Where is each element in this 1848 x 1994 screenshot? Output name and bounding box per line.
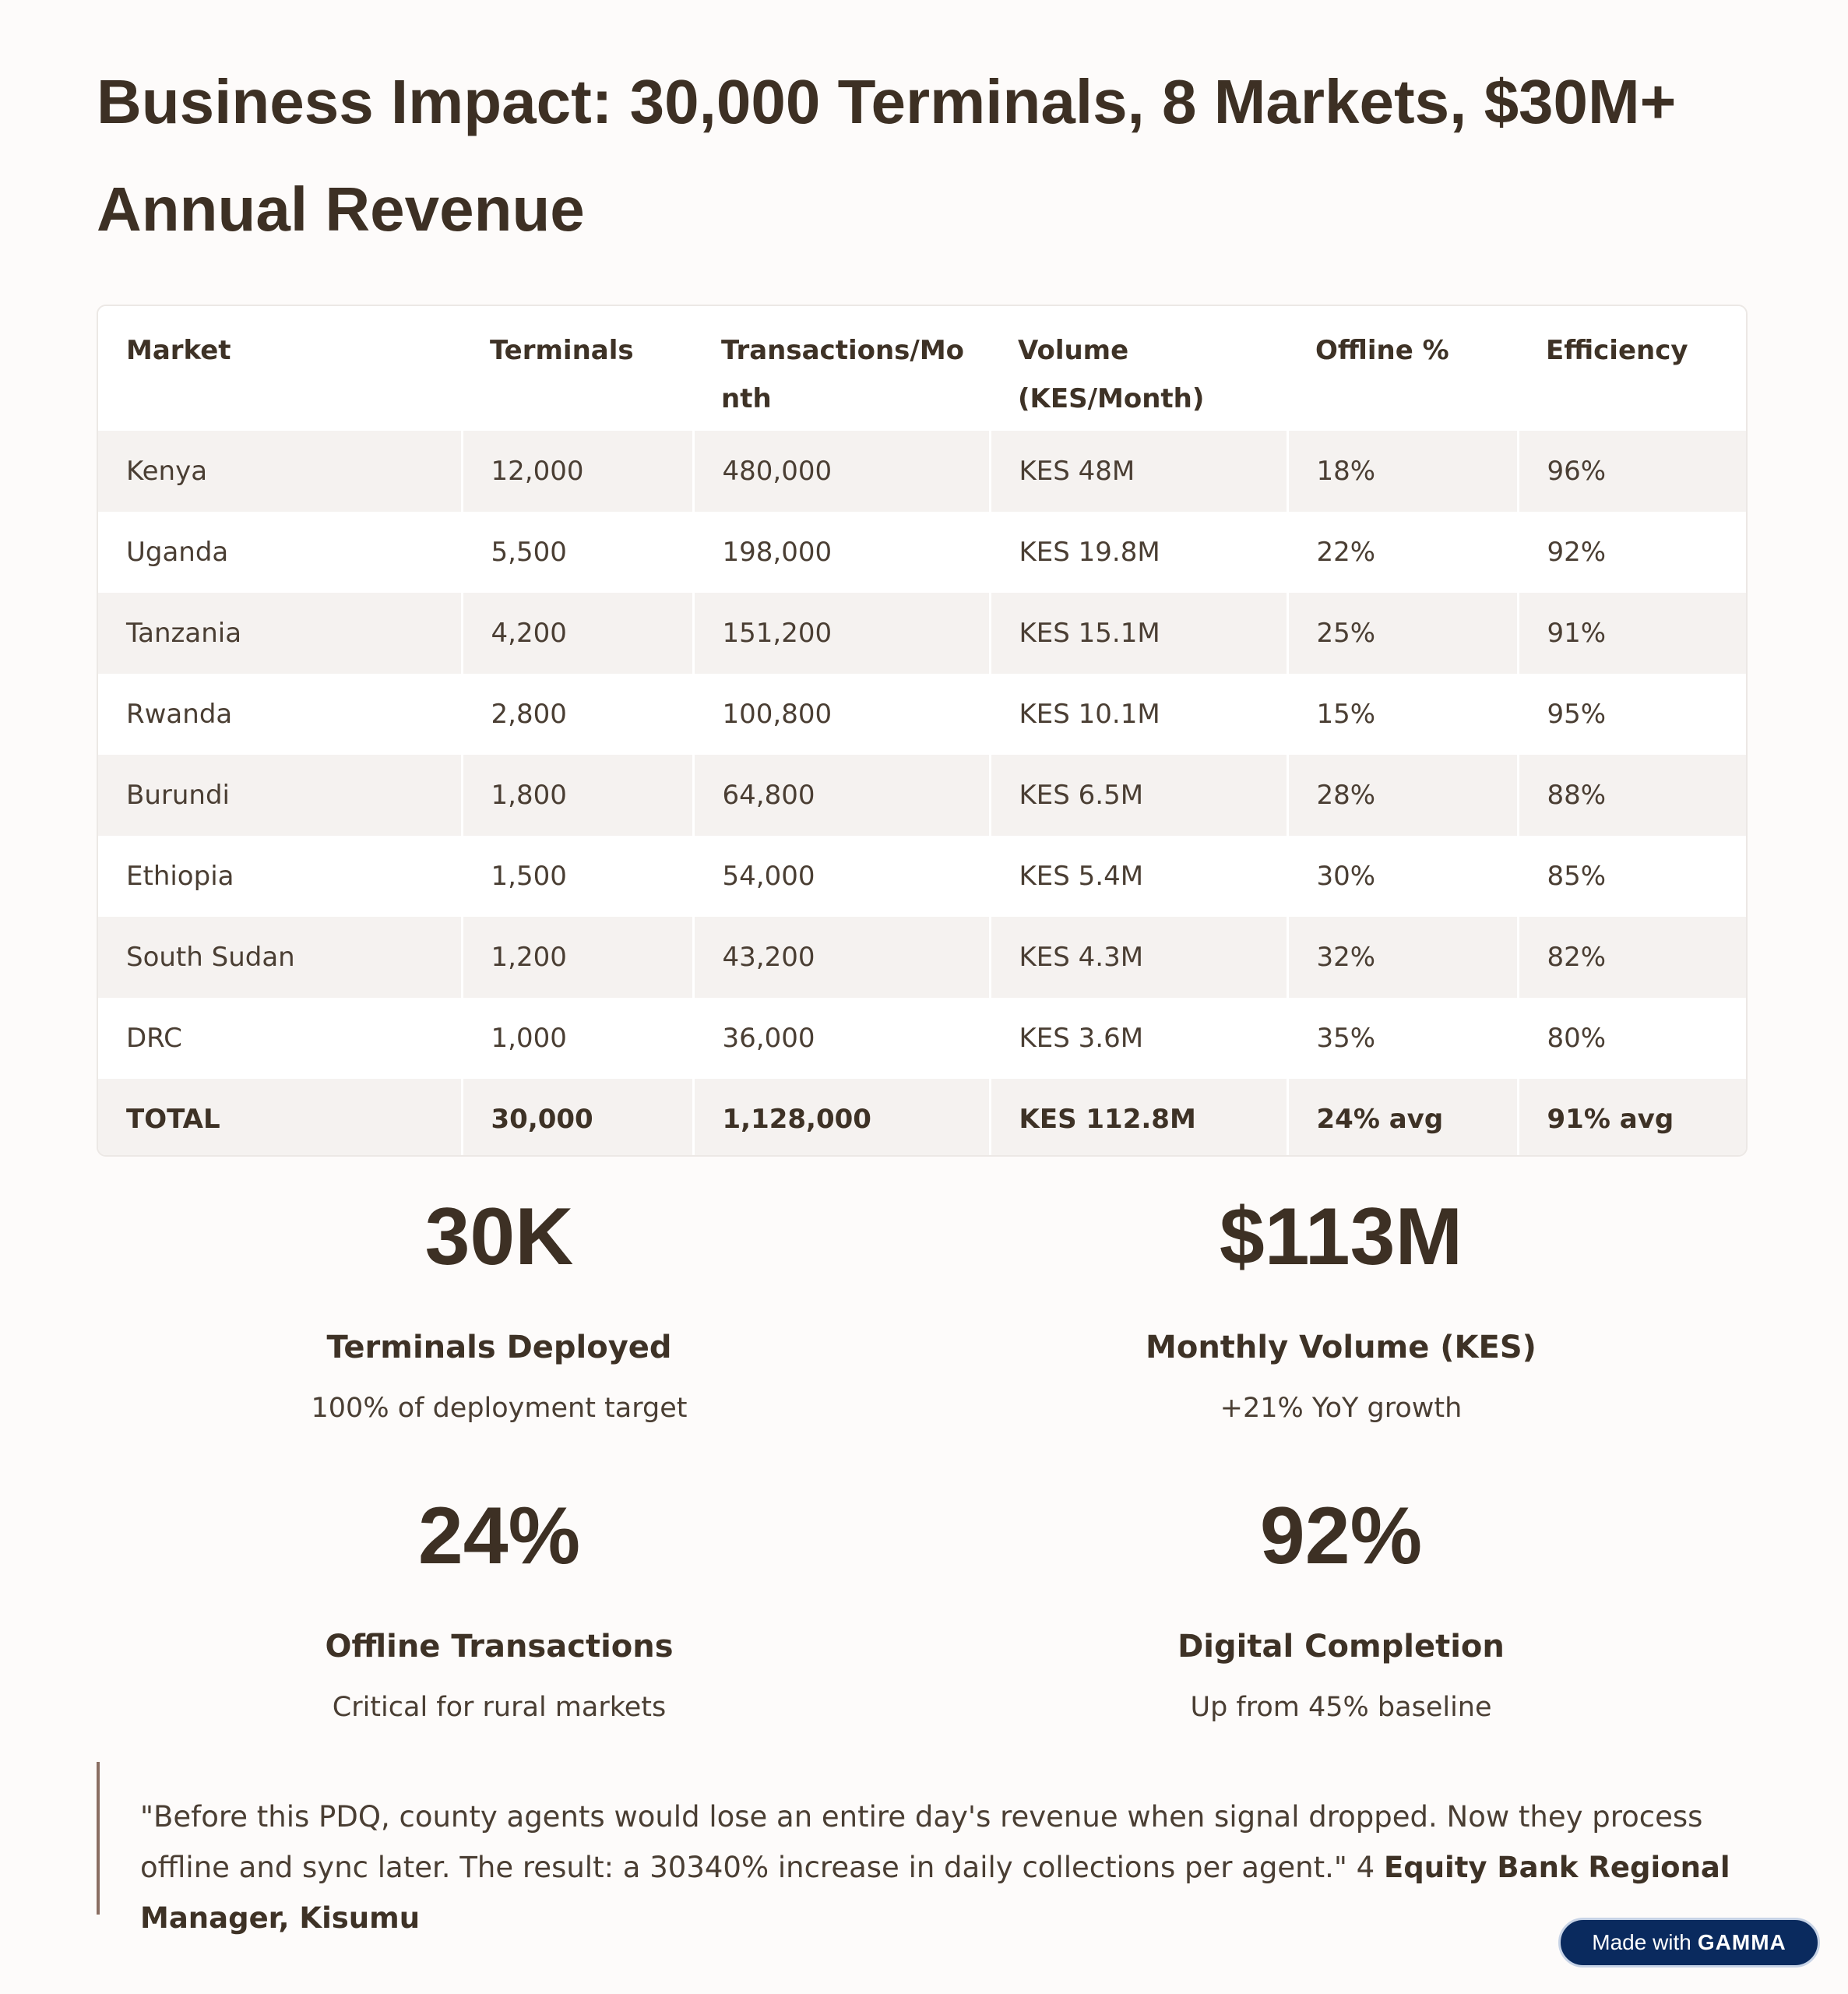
table-row <box>98 674 1748 755</box>
cell-volume: KES 10.1M <box>990 674 1287 755</box>
cell-transactions: 54,000 <box>693 836 990 917</box>
cell-market: Kenya <box>98 431 462 512</box>
cell-offline: 32% <box>1287 917 1518 998</box>
cell-offline: 35% <box>1287 998 1518 1079</box>
cell-terminals: 5,500 <box>462 512 693 593</box>
stat-value: $113M <box>1219 1192 1463 1282</box>
cell-terminals: 1,800 <box>462 755 693 836</box>
column-header-market: Market <box>98 306 462 431</box>
total-terminals: 30,000 <box>462 1079 693 1157</box>
cell-offline: 18% <box>1287 431 1518 512</box>
total-market: TOTAL <box>98 1079 462 1157</box>
table-row <box>98 755 1748 836</box>
testimonial-quote <box>97 1762 1748 1935</box>
column-header-terminals: Terminals <box>462 306 693 431</box>
table-row <box>98 917 1748 998</box>
cell-terminals: 1,000 <box>462 998 693 1079</box>
market-table <box>97 305 1748 1157</box>
cell-efficiency: 82% <box>1518 917 1748 998</box>
cell-transactions: 64,800 <box>693 755 990 836</box>
stat-volume <box>991 1190 1691 1430</box>
cell-efficiency: 92% <box>1518 512 1748 593</box>
cell-efficiency: 88% <box>1518 755 1748 836</box>
cell-transactions: 43,200 <box>693 917 990 998</box>
cell-terminals: 4,200 <box>462 593 693 674</box>
stat-label: Monthly Volume (KES) <box>1146 1330 1536 1365</box>
stat-terminals <box>149 1190 850 1430</box>
table-row <box>98 512 1748 593</box>
cell-market: South Sudan <box>98 917 462 998</box>
stat-label: Offline Transactions <box>325 1629 674 1665</box>
cell-market: Tanzania <box>98 593 462 674</box>
cell-volume: KES 19.8M <box>990 512 1287 593</box>
stat-value: 92% <box>1259 1491 1423 1581</box>
cell-transactions: 100,800 <box>693 674 990 755</box>
cell-volume: KES 48M <box>990 431 1287 512</box>
total-efficiency: 91% avg <box>1518 1079 1748 1157</box>
cell-transactions: 480,000 <box>693 431 990 512</box>
cell-terminals: 1,200 <box>462 917 693 998</box>
cell-offline: 22% <box>1287 512 1518 593</box>
cell-efficiency: 85% <box>1518 836 1748 917</box>
cell-market: DRC <box>98 998 462 1079</box>
column-header-volume: Volume (KES/Month) <box>990 306 1287 431</box>
total-offline: 24% avg <box>1287 1079 1518 1157</box>
cell-terminals: 12,000 <box>462 431 693 512</box>
cell-efficiency: 96% <box>1518 431 1748 512</box>
stat-label: Terminals Deployed <box>326 1330 672 1365</box>
table-row <box>98 593 1748 674</box>
table-header-row <box>98 306 1748 431</box>
column-header-offline: Offline % <box>1287 306 1518 431</box>
column-header-efficiency: Efficiency <box>1518 306 1748 431</box>
stat-subtitle: Critical for rural markets <box>332 1692 667 1723</box>
badge-prefix: Made with <box>1592 1930 1691 1954</box>
stat-value: 24% <box>417 1491 581 1581</box>
stat-digital-completion <box>991 1489 1691 1729</box>
cell-market: Uganda <box>98 512 462 593</box>
cell-volume: KES 6.5M <box>990 755 1287 836</box>
quote-author: Equity Bank Regional Manager, Kisumu <box>140 1851 1730 1935</box>
table-row <box>98 836 1748 917</box>
column-header-transactions: Transactions/Mo nth <box>693 306 990 431</box>
quote-text: "Before this PDQ, county agents would lose an entire day's revenue when signal dropped. Now they process offline and sync later. The result: a 30340% increase in daily collections per agent." 4 <box>140 1800 1703 1884</box>
cell-efficiency: 80% <box>1518 998 1748 1079</box>
made-with-gamma-badge[interactable] <box>1558 1918 1820 1968</box>
stat-subtitle: +21% YoY growth <box>1220 1393 1463 1424</box>
table-row <box>98 998 1748 1079</box>
cell-transactions: 151,200 <box>693 593 990 674</box>
stat-subtitle: Up from 45% baseline <box>1190 1692 1492 1723</box>
stat-value: 30K <box>424 1192 574 1282</box>
cell-market: Rwanda <box>98 674 462 755</box>
total-volume: KES 112.8M <box>990 1079 1287 1157</box>
cell-offline: 30% <box>1287 836 1518 917</box>
cell-transactions: 198,000 <box>693 512 990 593</box>
stat-subtitle: 100% of deployment target <box>311 1393 688 1424</box>
cell-volume: KES 5.4M <box>990 836 1287 917</box>
stat-label: Digital Completion <box>1177 1629 1505 1665</box>
total-transactions: 1,128,000 <box>693 1079 990 1157</box>
cell-offline: 28% <box>1287 755 1518 836</box>
cell-volume: KES 15.1M <box>990 593 1287 674</box>
stat-offline <box>149 1489 850 1729</box>
gamma-logo: GAMMA <box>1697 1930 1786 1954</box>
cell-efficiency: 95% <box>1518 674 1748 755</box>
table-row <box>98 431 1748 512</box>
cell-efficiency: 91% <box>1518 593 1748 674</box>
table-total-row <box>98 1079 1748 1157</box>
cell-transactions: 36,000 <box>693 998 990 1079</box>
cell-volume: KES 3.6M <box>990 998 1287 1079</box>
cell-volume: KES 4.3M <box>990 917 1287 998</box>
cell-market: Ethiopia <box>98 836 462 917</box>
cell-offline: 25% <box>1287 593 1518 674</box>
cell-terminals: 2,800 <box>462 674 693 755</box>
cell-offline: 15% <box>1287 674 1518 755</box>
cell-terminals: 1,500 <box>462 836 693 917</box>
cell-market: Burundi <box>98 755 462 836</box>
page-title: Business Impact: 30,000 Terminals, 8 Markets, $30M+ Annual Revenue <box>97 67 1677 244</box>
